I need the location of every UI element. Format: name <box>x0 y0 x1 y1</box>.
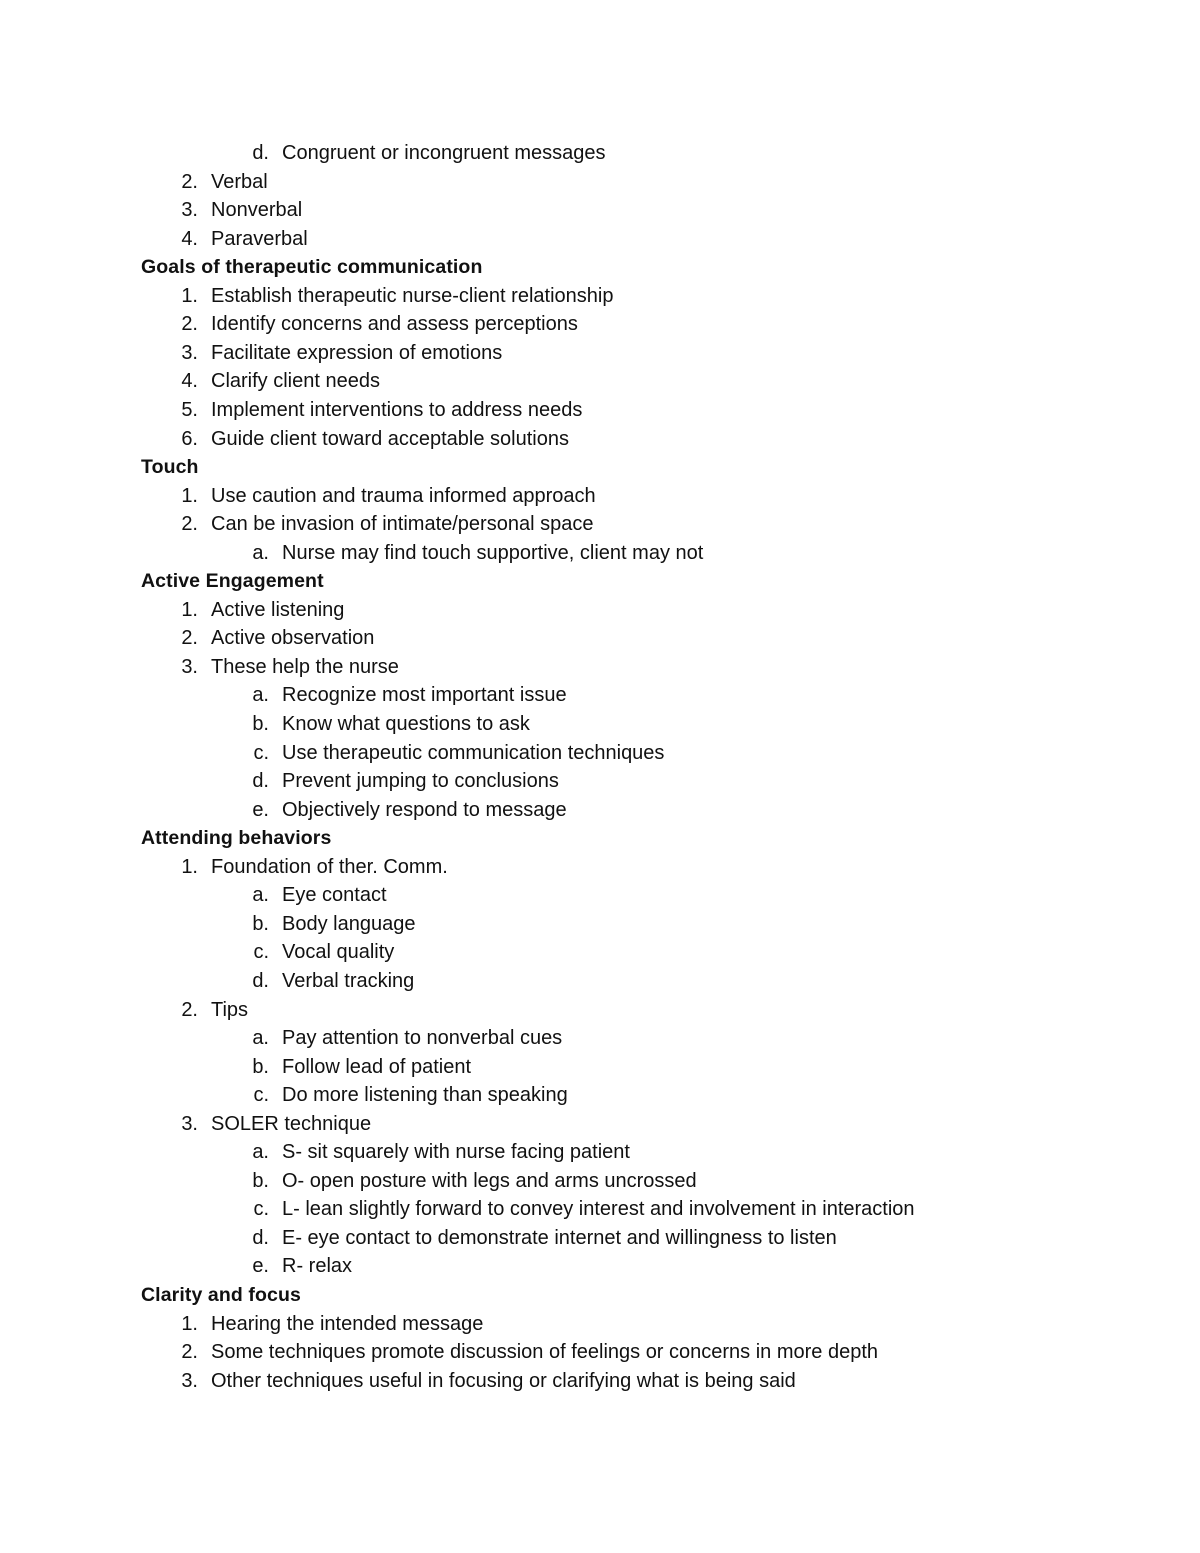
list-marker: b. <box>252 1055 269 1078</box>
heading-text: Touch <box>141 456 199 479</box>
list-marker: c. <box>253 741 269 764</box>
list-item-text: Clarify client needs <box>211 370 380 393</box>
heading-text: Clarity and focus <box>141 1284 301 1306</box>
list-item-text: L- lean slightly forward to convey interest and involvement in interaction <box>282 1198 915 1221</box>
list-marker: 3. <box>181 1369 198 1392</box>
list-item-text: Vocal quality <box>282 941 395 964</box>
list-marker: 1. <box>181 1312 198 1335</box>
list-marker: 3. <box>181 199 198 222</box>
list-marker: a. <box>252 684 269 707</box>
list-marker: b. <box>252 1169 269 1192</box>
list-item-text: O- open posture with legs and arms uncrossed <box>282 1169 697 1192</box>
list-item-text: Hearing the intended message <box>211 1312 484 1335</box>
list-marker: 2. <box>181 513 198 536</box>
list-marker: 6. <box>181 427 198 450</box>
list-item-text: Recognize most important issue <box>282 684 567 707</box>
list-item-text: Can be invasion of intimate/personal space <box>211 513 594 536</box>
list-item-text: Implement interventions to address needs <box>211 398 583 421</box>
list-item-text: Nurse may find touch supportive, client may not <box>282 541 704 564</box>
list-marker: 1. <box>181 598 198 621</box>
list-item-text: Establish therapeutic nurse-client relationship <box>211 284 614 307</box>
list-marker: e. <box>252 798 269 821</box>
list-marker: b. <box>252 912 269 935</box>
list-item-text: Congruent or incongruent messages <box>282 142 606 164</box>
list-item-text: Foundation of ther. Comm. <box>211 855 448 878</box>
list-item-text: Guide client toward acceptable solutions <box>211 427 569 450</box>
heading-text: Attending behaviors <box>141 827 332 850</box>
list-marker: a. <box>252 1141 269 1164</box>
list-marker: 2. <box>181 313 198 336</box>
list-item-text: Use therapeutic communication techniques <box>282 741 665 764</box>
list-item-text: Pay attention to nonverbal cues <box>282 1027 563 1050</box>
list-item-text: Objectively respond to message <box>282 798 567 821</box>
list-marker: a. <box>252 1027 269 1050</box>
list-marker: 1. <box>181 284 198 307</box>
list-marker: a. <box>252 541 269 564</box>
list-marker: 4. <box>181 227 198 250</box>
list-marker: 1. <box>181 484 198 507</box>
list-item-text: Other techniques useful in focusing or clarifying what is being said <box>211 1369 796 1392</box>
list-item-text: SOLER technique <box>211 1112 372 1135</box>
list-item-text: Body language <box>282 912 416 935</box>
list-marker: d. <box>252 142 269 164</box>
list-item-text: These help the nurse <box>211 655 399 678</box>
list-marker: b. <box>252 713 269 735</box>
heading-text: Active Engagement <box>141 570 324 593</box>
list-marker: 1. <box>181 855 198 878</box>
list-item-text: Active observation <box>211 627 375 650</box>
list-item-text: Follow lead of patient <box>282 1055 472 1078</box>
list-marker: 2. <box>181 998 198 1021</box>
list-marker: e. <box>252 1255 269 1278</box>
list-item-text: E- eye contact to demonstrate internet and willingness to listen <box>282 1226 837 1249</box>
list-marker: d. <box>252 1226 269 1249</box>
list-marker: 3. <box>181 341 198 364</box>
list-item-text: Tips <box>211 998 249 1021</box>
list-item-text: Identify concerns and assess perceptions <box>211 313 578 336</box>
list-marker: c. <box>253 941 269 964</box>
list-item-text: Prevent jumping to conclusions <box>282 770 559 793</box>
list-item-text: Nonverbal <box>211 199 303 222</box>
list-marker: 3. <box>181 1112 198 1135</box>
list-marker: 5. <box>181 398 198 421</box>
list-marker: a. <box>252 884 269 907</box>
list-item-text: R- relax <box>282 1255 353 1278</box>
list-marker: 3. <box>181 655 198 678</box>
list-item-text: S- sit squarely with nurse facing patient <box>282 1141 630 1164</box>
list-marker: c. <box>253 1084 269 1107</box>
list-marker: d. <box>252 969 269 992</box>
heading-text: Goals of therapeutic communication <box>141 256 483 279</box>
list-item-text: Verbal <box>211 170 268 193</box>
list-marker: 4. <box>181 370 198 393</box>
list-item-text: Facilitate expression of emotions <box>211 341 503 364</box>
list-item-text: Paraverbal <box>211 227 308 250</box>
list-marker: 2. <box>181 627 198 650</box>
list-marker: c. <box>253 1198 269 1221</box>
list-marker: 2. <box>181 1341 198 1364</box>
list-item-text: Do more listening than speaking <box>282 1084 568 1107</box>
list-item-text: Active listening <box>211 598 345 621</box>
list-item-text: Some techniques promote discussion of feelings or concerns in more depth <box>211 1341 879 1364</box>
list-marker: 2. <box>181 170 198 193</box>
list-item-text: Verbal tracking <box>282 969 415 992</box>
list-item-text: Eye contact <box>282 884 387 907</box>
list-item-text: Use caution and trauma informed approach <box>211 484 596 507</box>
list-marker: d. <box>252 770 269 793</box>
list-item-text: Know what questions to ask <box>282 713 530 735</box>
